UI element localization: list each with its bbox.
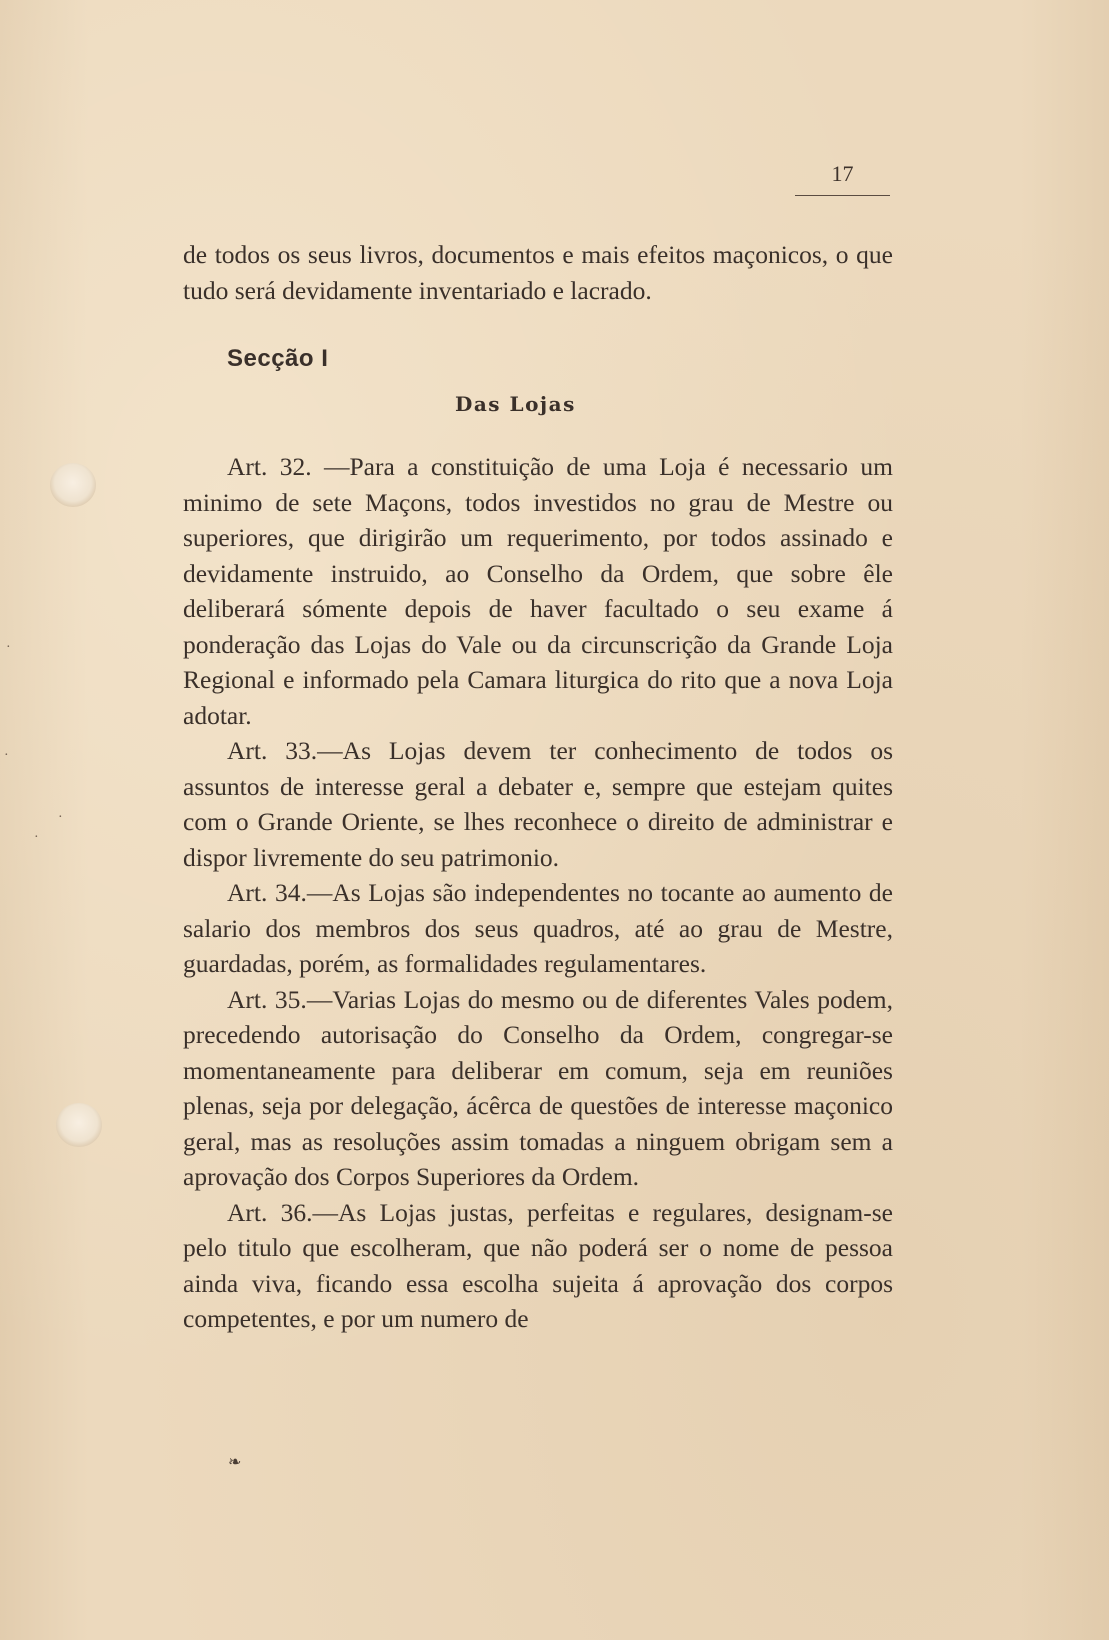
article-dash: —	[306, 984, 333, 1014]
punch-hole	[50, 463, 96, 507]
subsection-heading: Das Lojas	[455, 392, 576, 416]
section-heading: Secção I	[227, 345, 329, 372]
article-label: Art. 34.	[227, 878, 307, 907]
article-text: As Lojas devem ter conhecimento de todos os assuntos de interesse geral a debater e, sempre que estejam quites com o Grande Oriente, se lhes reconhece o direito de administrar e dispor livremente do seu patrimonio.	[183, 736, 893, 872]
article-dash: —	[323, 452, 350, 481]
continuation-paragraph	[183, 237, 893, 308]
continuation-text: de todos os seus livros, documentos e mais efeitos maçonicos, o que tudo será devidamente inventariado e lacrado.	[183, 240, 893, 305]
margin-speck: ·	[6, 640, 11, 655]
margin-speck: ·	[58, 810, 63, 825]
article-text: As Lojas justas, perfeitas e regulares, designam-se pelo titulo que escolheram, que não poderá ser o nome de pessoa ainda viva, ficando essa escolha sujeita á aprovação dos corpos competentes, e por um numero de	[183, 1197, 893, 1333]
article-text: Para a constituição de uma Loja é necessario um minimo de sete Maçons, todos investidos no grau de Mestre ou superiores, que dirigirão um requerimento, por todos assinado e devidamente instruido, ao Conselho da Ordem, que sobre êle deliberará sómente depois de haver facultado o seu exame á ponderação das Lojas do Vale ou da circunscrição da Grande Loja Regional e informado pela Camara liturgica do rito que a nova Loja adotar.	[183, 452, 893, 730]
footer-ornament: ❧	[228, 1454, 242, 1471]
article-paragraph	[183, 875, 893, 982]
margin-speck: ·	[34, 830, 39, 845]
margin-speck: ·	[4, 748, 9, 763]
article-label: Art. 36.	[227, 1197, 313, 1227]
article-dash: —	[306, 878, 333, 907]
article-paragraph	[183, 449, 893, 733]
article-dash: —	[317, 736, 343, 765]
page-number: 17	[831, 161, 854, 186]
page-number-rule	[795, 195, 890, 196]
article-paragraph	[183, 982, 893, 1195]
article-label: Art. 35.	[227, 984, 307, 1014]
article-paragraph	[183, 1195, 893, 1337]
articles-list	[183, 449, 893, 1337]
article-dash: —	[312, 1197, 338, 1227]
article-text: As Lojas são independentes no tocante ao aumento de salario dos membros dos seus quadros, até ao grau de Mestre, guardadas, porém, as formalidades regulamentares.	[183, 878, 893, 978]
article-text: Varias Lojas do mesmo ou de diferentes Vales podem, precedendo autorisação do Conselho da Ordem, congregar-se momentaneamente para deliberar em comum, seja em reuniões plenas, seja por delegação, ácêrca de questões de interesse maçonico geral, mas as resoluções assim tomadas a ninguem obrigam sem a aprovação dos Corpos Superiores da Ordem.	[183, 984, 893, 1191]
article-label: Art. 33.	[227, 736, 318, 765]
article-label: Art. 32.	[227, 452, 312, 481]
punch-hole	[56, 1103, 102, 1147]
article-paragraph	[183, 733, 893, 875]
